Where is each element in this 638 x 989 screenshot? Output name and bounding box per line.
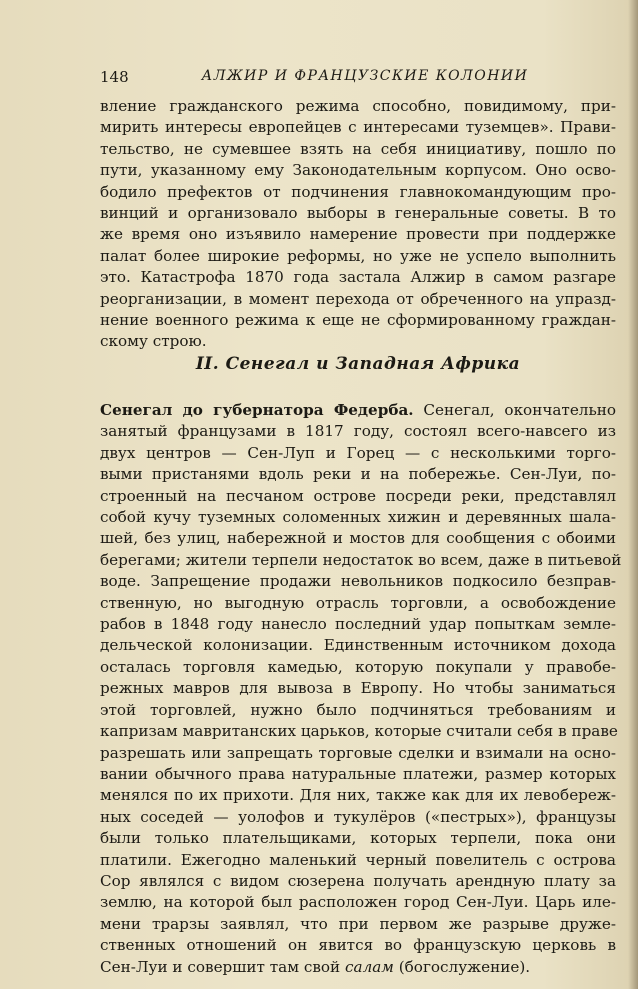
- text-line: дельческой колонизации. Единственным источником дохода: [100, 636, 616, 655]
- text-line: собой кучу туземных соломенных хижин и деревянных шала-: [100, 508, 616, 527]
- text-line: бодило префектов от подчинения главнокомандующим про-: [100, 182, 616, 201]
- text-line: капризам мавританских царьков, которые считали себя в праве: [100, 722, 618, 741]
- text-line: воде. Запрещение продажи невольников подкосило безправ-: [100, 572, 616, 591]
- text-line: менялся по их прихоти. Для них, также как для их левобереж-: [100, 786, 616, 805]
- text-fragment: Сенегал, окончательно: [413, 401, 616, 419]
- section-heading: II. Сенегал и Западная Африка: [195, 354, 521, 374]
- text-line: землю, на которой был расположен город Сен-Луи. Царь иле-: [100, 893, 616, 912]
- text-line: это. Катастрофа 1870 года застала Алжир в самом разгаре: [100, 268, 616, 287]
- text-line: двух центров — Сен-Луп и Горец — с несколькими торго-: [100, 443, 616, 462]
- page-number: 148: [100, 68, 129, 86]
- text-line: винций и организовало выборы в генеральные советы. В то: [100, 204, 616, 223]
- text-line: ственную, но выгодную отрасль торговли, а освобождение: [100, 593, 616, 612]
- paragraph-lead-heading: Сенегал до губернатора Федерба.: [100, 401, 414, 419]
- text-line: мени трарзы заявлял, что при первом же разрыве друже-: [100, 914, 616, 933]
- text-line: Сор являлся с видом сюзерена получать арендную плату за: [100, 871, 616, 890]
- text-line: занятый французами в 1817 году, состоял всего-навсего из: [100, 422, 616, 441]
- text-line: вании обычного права натуральные платежи, размер которых: [100, 764, 616, 783]
- text-line: выми пристанями вдоль реки и на побережье. Сен-Луи, по-: [100, 465, 616, 484]
- text-line-first: [100, 400, 616, 421]
- running-title: АЛЖИР И ФРАНЦУЗСКИЕ КОЛОНИИ: [201, 68, 529, 84]
- text-line: были только плательщиками, которых терпели, пока они: [100, 829, 616, 848]
- text-fragment: (богослужение).: [393, 957, 531, 976]
- text-line: режных мавров для вывоза в Европу. Но чтобы заниматься: [100, 679, 616, 698]
- text-line: же время оно изъявило намерение провести при поддержке: [100, 225, 616, 244]
- paragraph-senegal: [100, 400, 622, 978]
- text-line: скому строю.: [100, 332, 207, 351]
- text-line-last: [100, 957, 616, 978]
- text-line: берегами; жители терпели недостаток во всем, даже в питьевой: [100, 550, 622, 569]
- text-line: ственных отношений он явится во французскую церковь в: [100, 936, 616, 955]
- text-line: реорганизации, в момент перехода от обреченного на упразд-: [100, 289, 616, 308]
- text-line: платили. Ежегодно маленький черный повелитель с острова: [100, 850, 616, 869]
- text-line: палат более широкие реформы, но уже не успело выполнить: [100, 246, 616, 265]
- text-line: шей, без улиц, набережной и мостов для сообщения с обоими: [100, 529, 616, 548]
- text-line: мирить интересы европейцев с интересами туземцев». Прави-: [100, 118, 616, 137]
- text-line: разрешать или запрещать торговые сделки и взимали на осно-: [100, 743, 616, 762]
- text-line: вление гражданского режима способно, повидимому, при-: [100, 97, 616, 115]
- italic-term: салам: [345, 957, 394, 976]
- text-line: ных соседей — уолофов и тукулёров («пестрых»), французы: [100, 807, 616, 826]
- text-line: строенный на песчаном острове посреди реки, представлял: [100, 486, 616, 505]
- page-header: [100, 68, 570, 92]
- text-line: тельство, не сумевшее взять на себя инициативу, пошло по: [100, 139, 616, 158]
- text-line: осталась торговля камедью, которую покупали у правобе-: [100, 657, 616, 676]
- text-line: рабов в 1848 году нанесло последний удар попыткам земле-: [100, 615, 616, 634]
- text-line: нение военного режима к еще не сформированному граждан-: [100, 311, 616, 330]
- text-line: пути, указанному ему Законодательным корпусом. Оно осво-: [100, 161, 616, 180]
- paragraph-continuation: [100, 96, 616, 353]
- text-line: этой торговлей, нужно было подчиняться требованиям и: [100, 700, 616, 719]
- page-edge-shadow: [628, 0, 638, 989]
- text-fragment: Сен-Луи и совершит там свой: [100, 957, 346, 976]
